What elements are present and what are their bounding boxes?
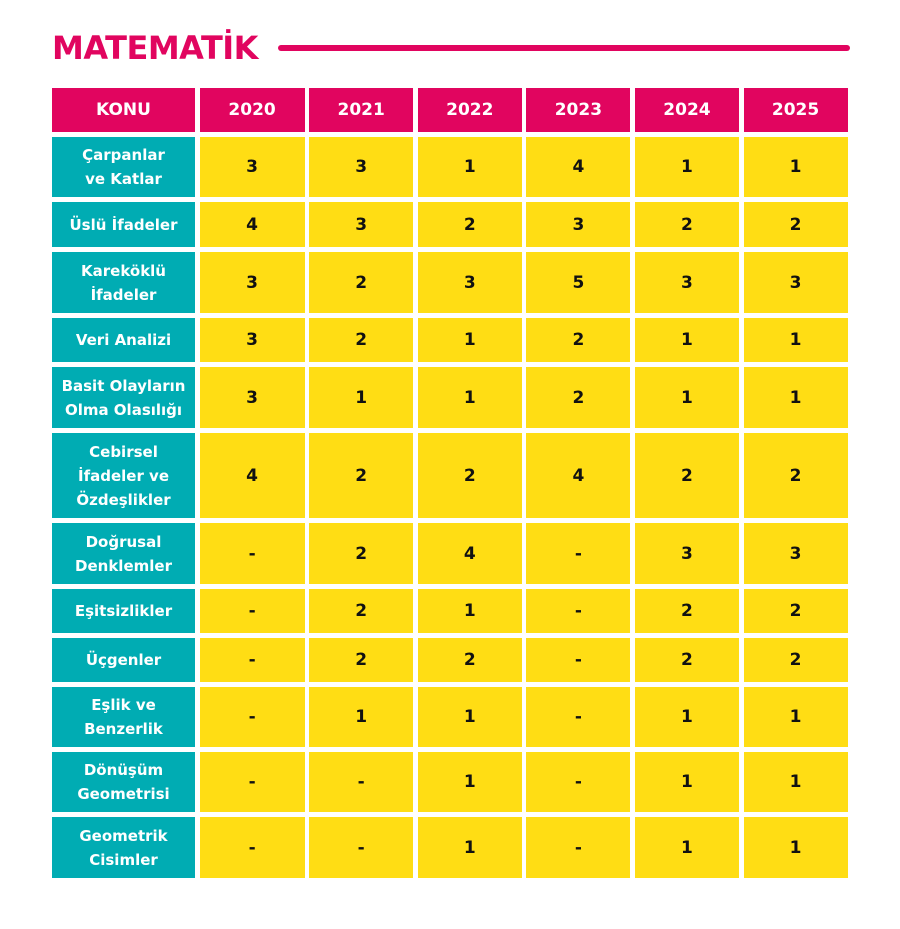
value-cell: 3 <box>200 137 305 197</box>
value-cell: 4 <box>200 202 305 247</box>
value-cell: 1 <box>418 817 522 878</box>
value-cell: 3 <box>309 137 413 197</box>
value-cell: 1 <box>635 367 739 428</box>
topic-cell: Üçgenler <box>52 638 195 682</box>
value-cell: 3 <box>635 252 739 313</box>
topic-cell: Geometrik Cisimler <box>52 817 195 878</box>
value-cell: 1 <box>309 367 413 428</box>
value-cell: 2 <box>418 638 522 682</box>
topic-cell: Çarpanlar ve Katlar <box>52 137 195 197</box>
value-cell: 2 <box>744 638 848 682</box>
value-cell: 1 <box>744 752 848 812</box>
topic-cell: Veri Analizi <box>52 318 195 362</box>
value-cell: 1 <box>635 752 739 812</box>
value-cell: 1 <box>744 367 848 428</box>
value-cell: 2 <box>744 589 848 633</box>
value-cell: 1 <box>744 817 848 878</box>
value-cell: 3 <box>200 252 305 313</box>
value-cell: - <box>526 752 630 812</box>
topic-cell: Cebirsel İfadeler ve Özdeşlikler <box>52 433 195 518</box>
value-cell: 3 <box>744 523 848 584</box>
value-cell: 1 <box>418 687 522 747</box>
header-year-2022: 2022 <box>418 88 522 132</box>
value-cell: 2 <box>309 318 413 362</box>
value-cell: 1 <box>635 817 739 878</box>
value-cell: 1 <box>309 687 413 747</box>
value-cell: 2 <box>635 638 739 682</box>
header-year-2024: 2024 <box>635 88 739 132</box>
value-cell: 1 <box>635 137 739 197</box>
value-cell: 1 <box>635 318 739 362</box>
value-cell: 3 <box>635 523 739 584</box>
value-cell: 1 <box>418 752 522 812</box>
topic-cell: Kareköklü İfadeler <box>52 252 195 313</box>
value-cell: - <box>200 638 305 682</box>
value-cell: 4 <box>526 137 630 197</box>
topic-cell: Eşitsizlikler <box>52 589 195 633</box>
value-cell: 1 <box>744 318 848 362</box>
question-distribution-table <box>52 88 848 878</box>
value-cell: 2 <box>744 433 848 518</box>
value-cell: 1 <box>635 687 739 747</box>
value-cell: - <box>526 687 630 747</box>
value-cell: 3 <box>418 252 522 313</box>
value-cell: - <box>200 523 305 584</box>
value-cell: 1 <box>744 687 848 747</box>
header-topic: KONU <box>52 88 195 132</box>
value-cell: 3 <box>309 202 413 247</box>
value-cell: 1 <box>744 137 848 197</box>
value-cell: 2 <box>418 433 522 518</box>
value-cell: 2 <box>309 638 413 682</box>
value-cell: - <box>526 589 630 633</box>
header-year-2025: 2025 <box>744 88 848 132</box>
value-cell: - <box>200 752 305 812</box>
title-divider <box>278 45 850 51</box>
value-cell: 2 <box>635 589 739 633</box>
value-cell: 1 <box>418 318 522 362</box>
value-cell: 2 <box>635 202 739 247</box>
value-cell: 2 <box>309 252 413 313</box>
value-cell: 2 <box>526 367 630 428</box>
topic-cell: Basit Olayların Olma Olasılığı <box>52 367 195 428</box>
header-year-2021: 2021 <box>309 88 413 132</box>
value-cell: 1 <box>418 137 522 197</box>
value-cell: 3 <box>744 252 848 313</box>
value-cell: - <box>526 638 630 682</box>
value-cell: - <box>309 817 413 878</box>
value-cell: - <box>309 752 413 812</box>
value-cell: - <box>526 817 630 878</box>
value-cell: 5 <box>526 252 630 313</box>
value-cell: 3 <box>200 318 305 362</box>
value-cell: 4 <box>526 433 630 518</box>
value-cell: 2 <box>309 433 413 518</box>
value-cell: - <box>200 687 305 747</box>
value-cell: 2 <box>309 523 413 584</box>
topic-cell: Eşlik ve Benzerlik <box>52 687 195 747</box>
value-cell: 2 <box>418 202 522 247</box>
header-year-2023: 2023 <box>526 88 630 132</box>
page-title: MATEMATİK <box>52 29 258 67</box>
value-cell: 3 <box>200 367 305 428</box>
value-cell: 4 <box>200 433 305 518</box>
topic-cell: Dönüşüm Geometrisi <box>52 752 195 812</box>
value-cell: - <box>526 523 630 584</box>
value-cell: 2 <box>635 433 739 518</box>
value-cell: 1 <box>418 589 522 633</box>
value-cell: - <box>200 589 305 633</box>
value-cell: 1 <box>418 367 522 428</box>
topic-cell: Doğrusal Denklemler <box>52 523 195 584</box>
value-cell: 2 <box>744 202 848 247</box>
topic-cell: Üslü İfadeler <box>52 202 195 247</box>
value-cell: 3 <box>526 202 630 247</box>
header-year-2020: 2020 <box>200 88 305 132</box>
value-cell: 4 <box>418 523 522 584</box>
value-cell: - <box>200 817 305 878</box>
value-cell: 2 <box>526 318 630 362</box>
value-cell: 2 <box>309 589 413 633</box>
